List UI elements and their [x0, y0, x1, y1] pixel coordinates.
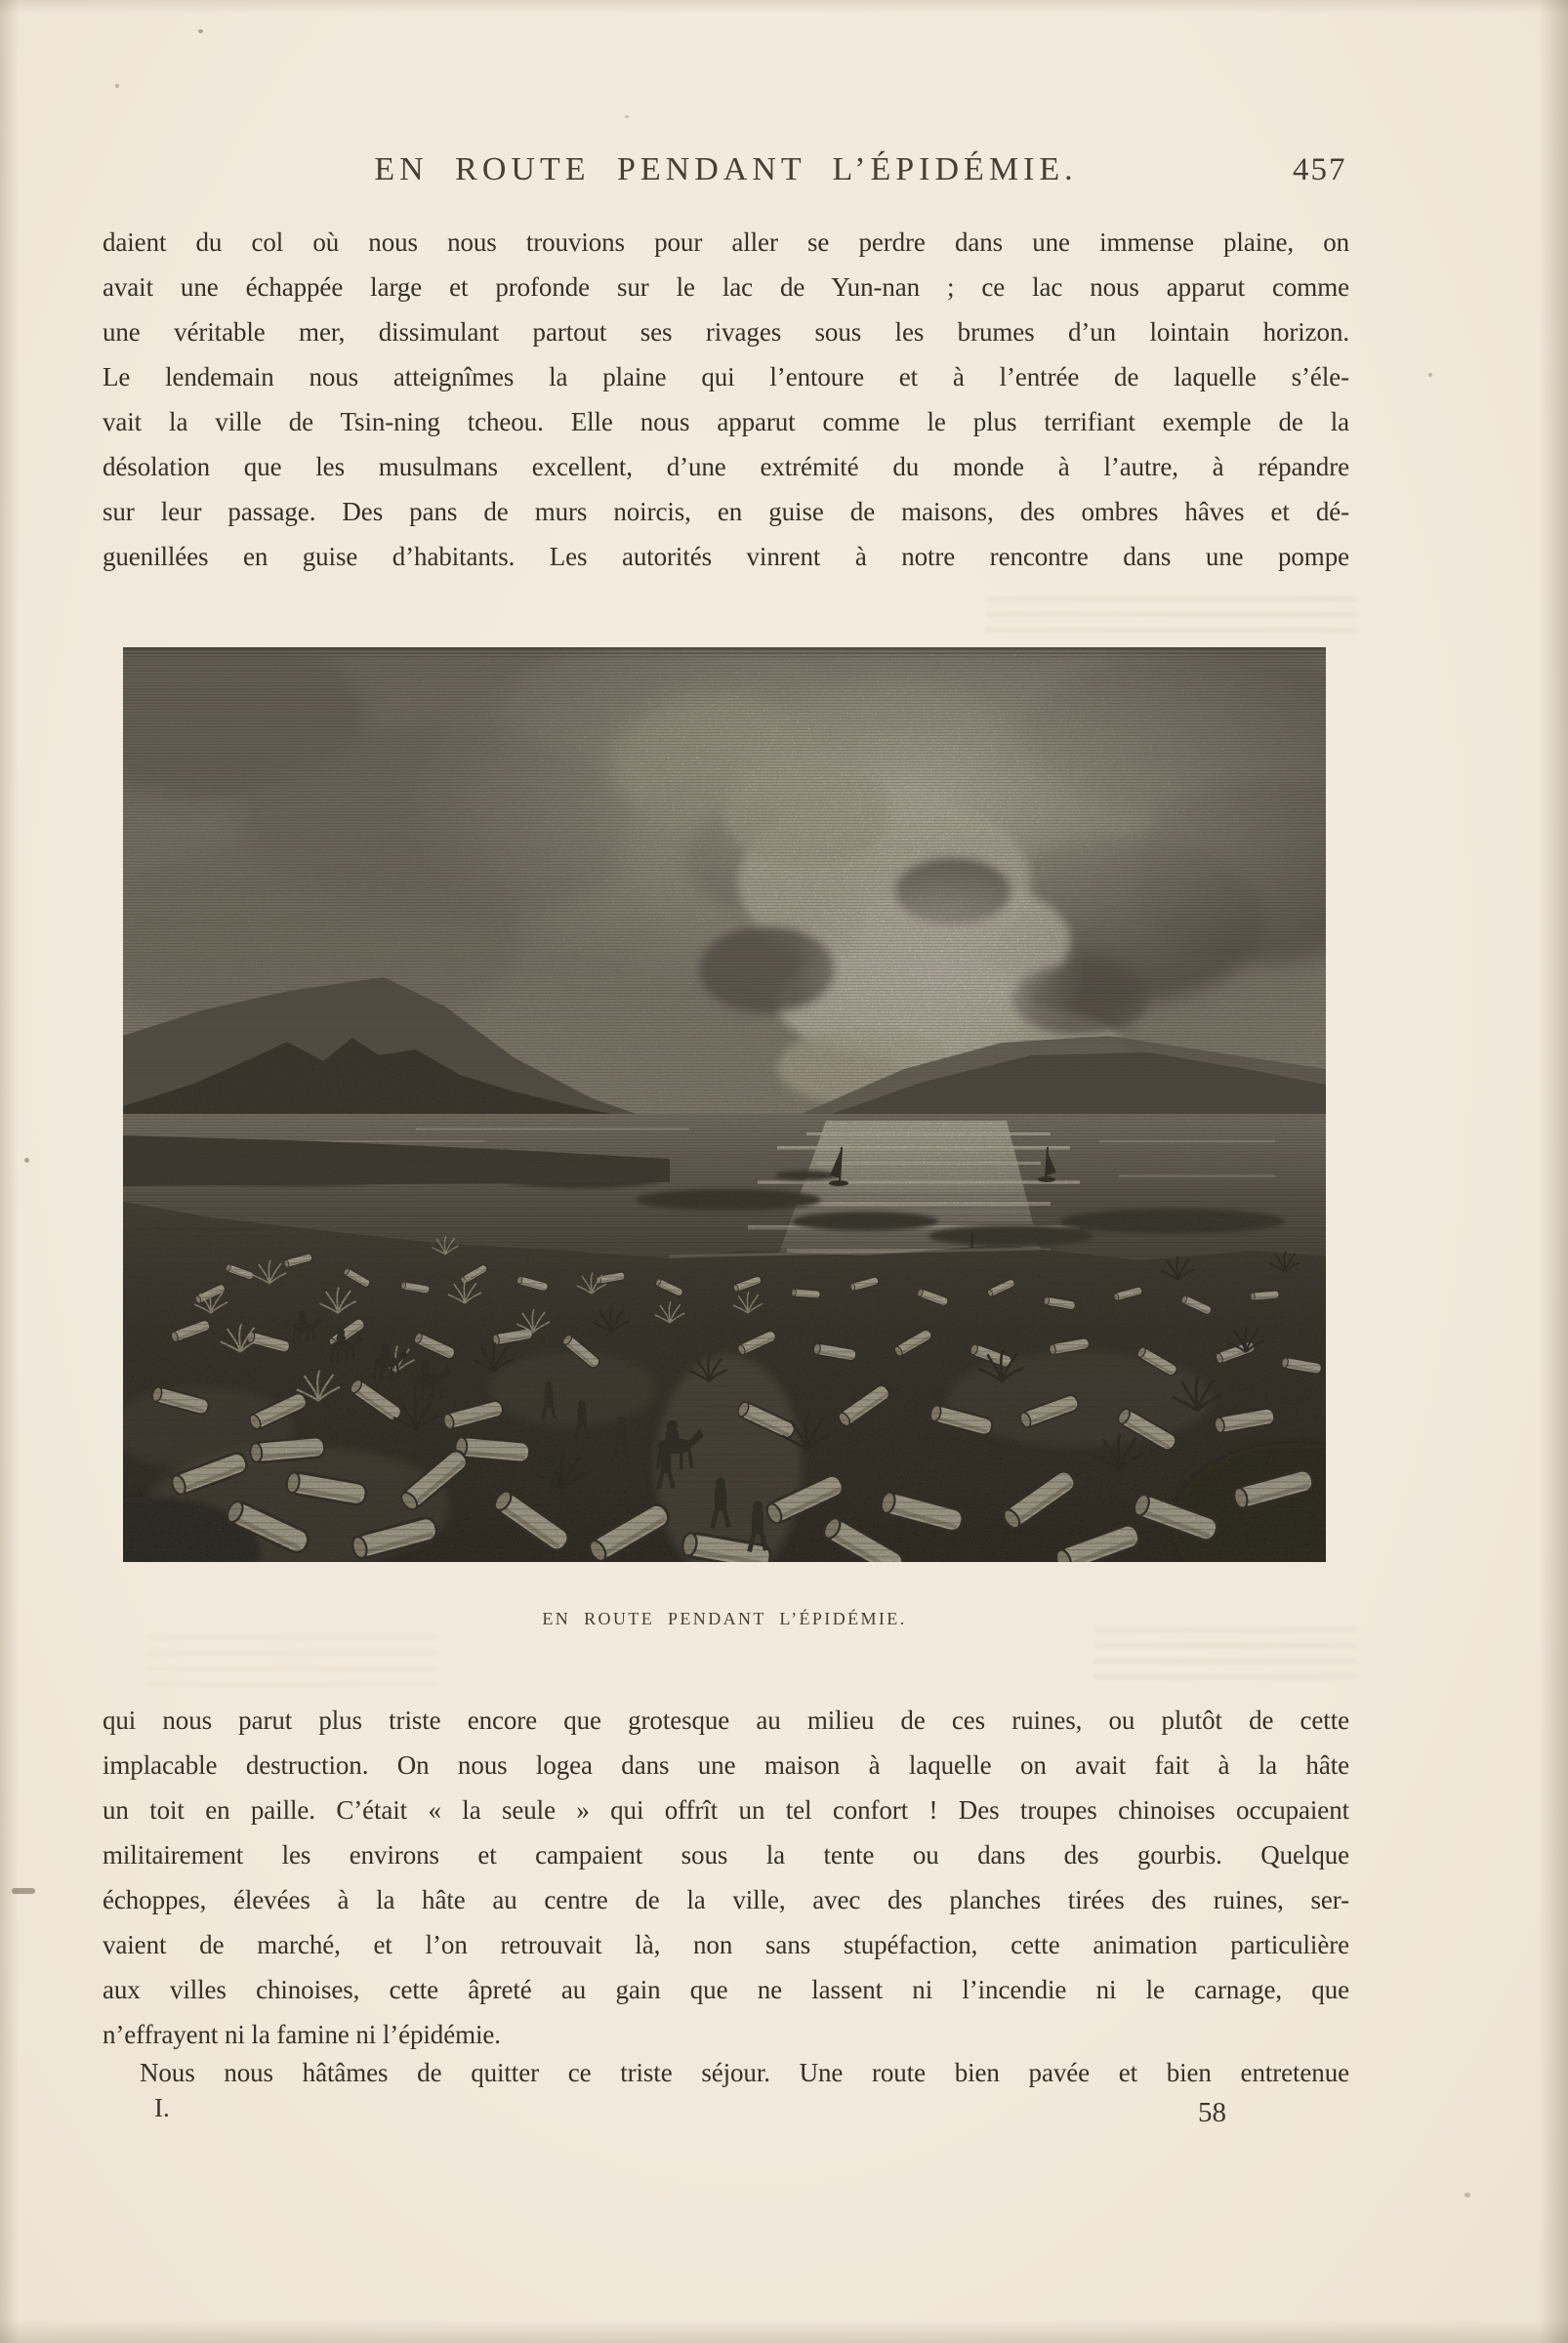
text-line: n’effrayent ni la famine ni l’épidémie. [103, 2020, 501, 2049]
text-line: qui nous parut plus triste encore que grotesque au milieu de ces ruines, ou plutôt de cette [103, 1706, 1349, 1735]
page-edge-shadow [0, 0, 20, 2343]
paper-speck [198, 29, 203, 33]
text-line: échoppes, élevées à la hâte au centre de la ville, avec des planches tirées des ruines, ser- [103, 1885, 1349, 1914]
text-line: vaient de marché, et l’on retrouvait là, non sans stupéfaction, cette animation particulière [103, 1930, 1349, 1959]
text-line: sur leur passage. Des pans de murs noircis, en guise de maisons, des ombres hâves et dé- [103, 497, 1349, 526]
paper-speck [1428, 373, 1432, 377]
page-number: 457 [1293, 152, 1347, 187]
page-edge-shadow [1539, 0, 1568, 2343]
ink-bleedthrough [146, 1636, 439, 1687]
paragraph-last [103, 2050, 1349, 2095]
text-line: guenillées en guise d’habitants. Les autorités vinrent à notre rencontre dans une pompe [103, 542, 1349, 571]
paper-speck [24, 1158, 29, 1163]
text-line: Le lendemain nous atteignîmes la plaine qui l’entoure et à l’entrée de laquelle s’éle- [103, 362, 1349, 391]
signature-mark: 58 [1198, 2097, 1226, 2128]
page-edge-shadow [0, 2320, 1568, 2343]
paper-speck [12, 1888, 35, 1894]
text-line: Nous nous hâtâmes de quitter ce triste séjour. Une route bien pavée et bien entretenue [140, 2058, 1349, 2087]
ink-bleedthrough [986, 597, 1357, 633]
volume-mark: I. [154, 2093, 170, 2122]
text-line: un toit en paille. C’était « la seule » qui offrît un tel confort ! Des troupes chinoises occupaient [103, 1795, 1349, 1825]
paper-speck [115, 84, 119, 88]
text-line: aux villes chinoises, cette âpreté au gain que ne lassent ni l’incendie ni le carnage, que [103, 1975, 1349, 2004]
text-line: daient du col où nous nous trouvions pour aller se perdre dans une immense plaine, on [103, 227, 1349, 257]
figure-caption: EN ROUTE PENDANT L’ÉPIDÉMIE. [542, 1609, 907, 1628]
paragraph-below-figure [103, 1698, 1349, 2057]
running-head-title: EN ROUTE PENDANT L’ÉPIDÉMIE. [374, 151, 1078, 187]
text-line: désolation que les musulmans excellent, d’une extrémité du monde à l’autre, à répandre [103, 452, 1349, 481]
text-line: une véritable mer, dissimulant partout ses rivages sous les brumes d’un lointain horizon. [103, 317, 1349, 347]
paper-speck [625, 115, 629, 118]
engraving-illustration [123, 647, 1326, 1562]
text-line: implacable destruction. On nous logea dans une maison à laquelle on avait fait à la hâte [103, 1750, 1349, 1780]
text-line: vait la ville de Tsin-ning tcheou. Elle nous apparut comme le plus terrifiant exemple de la [103, 407, 1349, 436]
paragraph-continuation-top [103, 220, 1349, 579]
text-line: avait une échappée large et profonde sur le lac de Yun-nan ; ce lac nous apparut comme [103, 272, 1349, 302]
ink-bleedthrough [1093, 1628, 1357, 1691]
page-edge-shadow [0, 0, 1568, 14]
paper-speck [1465, 2193, 1470, 2198]
text-line: militairement les environs et campaient sous la tente ou dans des gourbis. Quelque [103, 1840, 1349, 1870]
engraving-figure [123, 647, 1326, 1562]
